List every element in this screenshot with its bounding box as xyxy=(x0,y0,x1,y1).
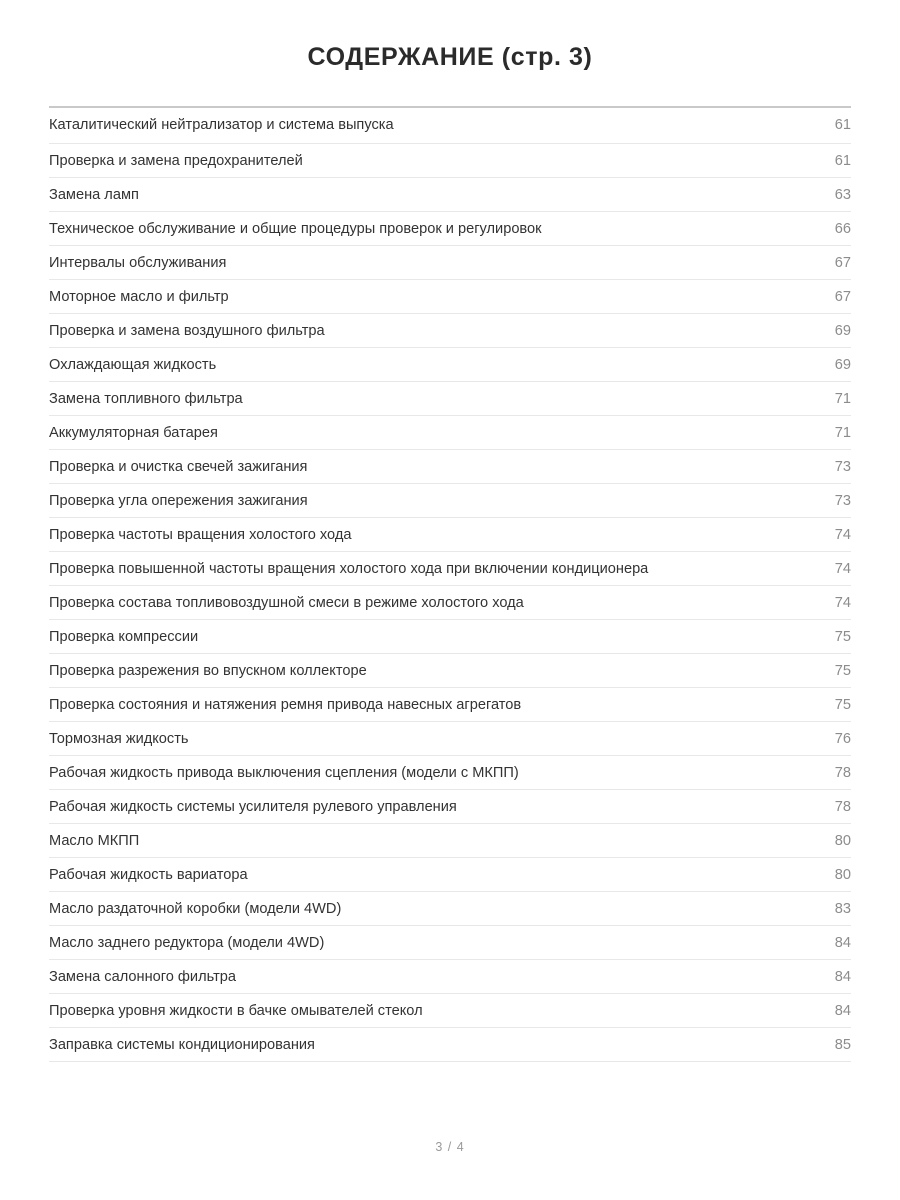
toc-entry-label: Интервалы обслуживания xyxy=(49,255,227,271)
toc-entry-label: Тормозная жидкость xyxy=(49,731,189,747)
toc-entry-label: Замена ламп xyxy=(49,187,139,203)
toc-entry[interactable] xyxy=(49,620,851,654)
toc-entry-page-number: 84 xyxy=(834,935,851,951)
toc-entry-page-number: 74 xyxy=(834,561,851,577)
toc-entry-page-number: 75 xyxy=(834,629,851,645)
page-title: СОДЕРЖАНИЕ (стр. 3) xyxy=(307,43,593,71)
toc-entry[interactable] xyxy=(49,688,851,722)
toc-entry[interactable] xyxy=(49,450,851,484)
toc-entry[interactable] xyxy=(49,654,851,688)
toc-entry-page-number: 61 xyxy=(834,117,851,133)
toc-entry[interactable] xyxy=(49,108,851,144)
toc-entry-page-number: 85 xyxy=(834,1037,851,1053)
toc-entry-label: Заправка системы кондиционирования xyxy=(49,1037,315,1053)
toc-entry-label: Рабочая жидкость вариатора xyxy=(49,867,248,883)
toc-entry[interactable] xyxy=(49,722,851,756)
toc-entry-label: Проверка состава топливовоздушной смеси в режиме холостого хода xyxy=(49,595,524,611)
toc-entry-label: Замена салонного фильтра xyxy=(49,969,236,985)
toc-entry-label: Масло раздаточной коробки (модели 4WD) xyxy=(49,901,342,917)
toc-entry-page-number: 67 xyxy=(834,289,851,305)
toc-entry-label: Техническое обслуживание и общие процедуры проверок и регулировок xyxy=(49,221,542,237)
toc-entry[interactable] xyxy=(49,858,851,892)
toc-entry[interactable] xyxy=(49,280,851,314)
toc-entry[interactable] xyxy=(49,246,851,280)
toc-entry[interactable] xyxy=(49,552,851,586)
page-footer: 3 / 4 xyxy=(435,1140,465,1154)
toc-entry-page-number: 74 xyxy=(834,595,851,611)
toc-entry-page-number: 73 xyxy=(834,459,851,475)
toc-entry-label: Проверка частоты вращения холостого хода xyxy=(49,527,352,543)
toc-entry[interactable] xyxy=(49,926,851,960)
toc-entry[interactable] xyxy=(49,382,851,416)
toc-entry[interactable] xyxy=(49,756,851,790)
toc-entry[interactable] xyxy=(49,416,851,450)
toc-entry-page-number: 61 xyxy=(834,153,851,169)
toc-entry-page-number: 66 xyxy=(834,221,851,237)
toc-entry-label: Рабочая жидкость привода выключения сцепления (модели с МКПП) xyxy=(49,765,519,781)
toc-entry[interactable] xyxy=(49,824,851,858)
toc-entry[interactable] xyxy=(49,994,851,1028)
toc-entry-label: Рабочая жидкость системы усилителя рулевого управления xyxy=(49,799,457,815)
toc-entry-label: Проверка состояния и натяжения ремня привода навесных агрегатов xyxy=(49,697,522,713)
toc-entry[interactable] xyxy=(49,144,851,178)
toc-entry-page-number: 76 xyxy=(834,731,851,747)
toc-entry-label: Проверка угла опережения зажигания xyxy=(49,493,308,509)
toc-entry[interactable] xyxy=(49,960,851,994)
table-of-contents-list xyxy=(49,108,851,1062)
toc-entry-page-number: 71 xyxy=(834,391,851,407)
toc-entry-page-number: 74 xyxy=(834,527,851,543)
toc-entry-page-number: 73 xyxy=(834,493,851,509)
toc-entry-page-number: 75 xyxy=(834,697,851,713)
toc-entry-page-number: 84 xyxy=(834,969,851,985)
toc-entry-page-number: 69 xyxy=(834,357,851,373)
toc-entry-page-number: 63 xyxy=(834,187,851,203)
toc-entry-page-number: 75 xyxy=(834,663,851,679)
toc-entry[interactable] xyxy=(49,348,851,382)
toc-entry-label: Проверка компрессии xyxy=(49,629,199,645)
toc-entry-page-number: 78 xyxy=(834,765,851,781)
toc-entry-label: Масло МКПП xyxy=(49,833,140,849)
toc-entry-label: Проверка и замена воздушного фильтра xyxy=(49,323,325,339)
toc-entry[interactable] xyxy=(49,790,851,824)
toc-entry[interactable] xyxy=(49,212,851,246)
toc-entry-page-number: 71 xyxy=(834,425,851,441)
toc-entry[interactable] xyxy=(49,178,851,212)
toc-entry[interactable] xyxy=(49,892,851,926)
toc-entry-page-number: 67 xyxy=(834,255,851,271)
toc-entry-page-number: 80 xyxy=(834,833,851,849)
toc-entry-page-number: 69 xyxy=(834,323,851,339)
toc-entry-label: Замена топливного фильтра xyxy=(49,391,243,407)
toc-entry[interactable] xyxy=(49,1028,851,1062)
toc-entry-label: Каталитический нейтрализатор и система выпуска xyxy=(49,117,394,133)
toc-entry-label: Аккумуляторная батарея xyxy=(49,425,218,441)
toc-entry[interactable] xyxy=(49,586,851,620)
toc-entry-page-number: 80 xyxy=(834,867,851,883)
toc-entry-label: Масло заднего редуктора (модели 4WD) xyxy=(49,935,325,951)
toc-entry[interactable] xyxy=(49,314,851,348)
toc-entry-label: Проверка и замена предохранителей xyxy=(49,153,303,169)
toc-entry-label: Проверка разрежения во впускном коллекторе xyxy=(49,663,367,679)
toc-entry-label: Моторное масло и фильтр xyxy=(49,289,229,305)
toc-entry-page-number: 83 xyxy=(834,901,851,917)
toc-entry-label: Охлаждающая жидкость xyxy=(49,357,217,373)
toc-entry-page-number: 84 xyxy=(834,1003,851,1019)
toc-entry-label: Проверка уровня жидкости в бачке омывателей стекол xyxy=(49,1003,423,1019)
toc-entry-label: Проверка повышенной частоты вращения холостого хода при включении кондиционера xyxy=(49,561,649,577)
toc-entry[interactable] xyxy=(49,518,851,552)
toc-entry[interactable] xyxy=(49,484,851,518)
toc-entry-page-number: 78 xyxy=(834,799,851,815)
toc-entry-label: Проверка и очистка свечей зажигания xyxy=(49,459,308,475)
